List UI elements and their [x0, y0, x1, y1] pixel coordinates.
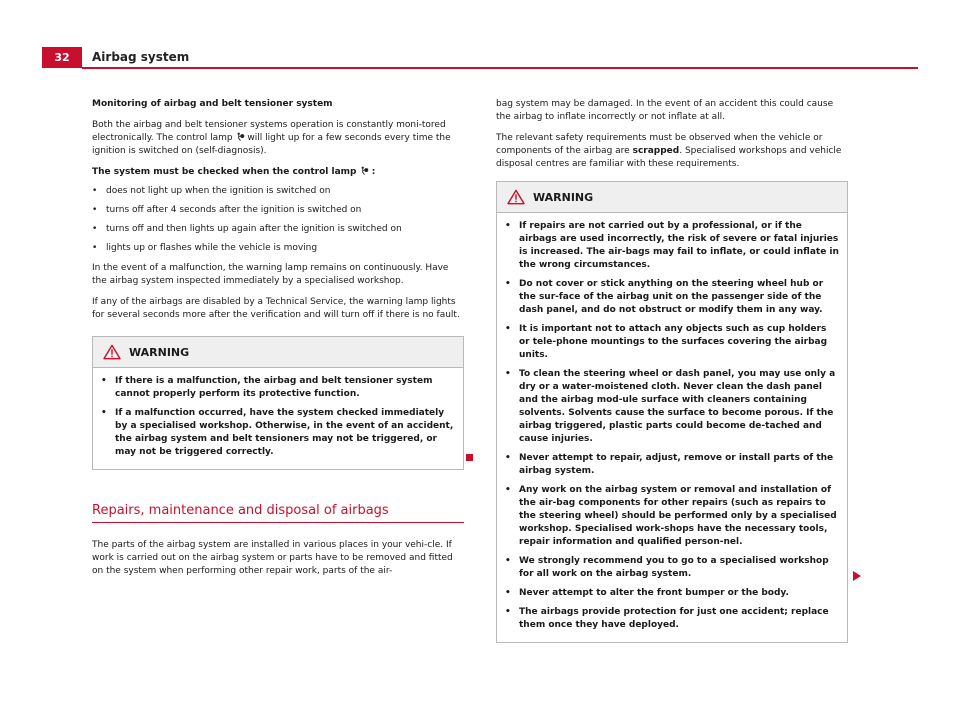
warning-title: WARNING — [533, 190, 594, 204]
list-item: • Any work on the airbag system or removal and installation of the air-bag components for other repairs (such as repairs to the steering wheel) should be performed only by a specialised workshop. Specialised work-shops have the necessary tools, repair information and qualified person-nel. — [505, 484, 839, 549]
section-title: Repairs, maintenance and disposal of airbags — [92, 504, 464, 523]
monitoring-text-b: will light up for a few seconds every time the ignition is switched on (self-diagnosis). — [92, 133, 451, 156]
list-item: • turns off and then lights up again after the ignition is switched on — [92, 223, 464, 236]
warning-body — [93, 368, 463, 469]
list-item: • If there is a malfunction, the airbag and belt tensioner system cannot properly perform its protective function. — [101, 375, 455, 401]
continue-arrow-icon — [853, 571, 861, 581]
list-item: • The airbags provide protection for just one accident; replace them once they have deployed. — [505, 606, 839, 632]
list-item: • Never attempt to alter the front bumper or the body. — [505, 587, 839, 600]
malfunction-paragraph: In the event of a malfunction, the warning lamp remains on continuously. Have the airbag system inspected immediately by a specialised workshop. — [92, 263, 449, 286]
list-item: • Never attempt to repair, adjust, remove or install parts of the airbag system. — [505, 452, 839, 478]
list-item: • If repairs are not carried out by a professional, or if the airbags are used incorrectly, the risk of severe or fatal injuries is increased. The air-bags may fail to inflate, or could inflate in the wrong circumstances. — [505, 220, 839, 272]
list-item: • does not light up when the ignition is switched on — [92, 185, 464, 198]
list-item: • lights up or flashes while the vehicle is moving — [92, 242, 464, 255]
monitoring-paragraph — [92, 119, 464, 158]
warning-triangle-icon — [507, 189, 525, 205]
list-item: • turns off after 4 seconds after the ignition is switched on — [92, 204, 464, 217]
page-header-title: Airbag system — [92, 50, 190, 64]
airbag-lamp-icon — [236, 132, 245, 141]
airbag-lamp-icon — [360, 166, 369, 175]
list-item: • We strongly recommend you to go to a specialised workshop for all work on the airbag system. — [505, 555, 839, 581]
check-list — [92, 185, 464, 255]
continued-paragraph: bag system may be damaged. In the event of an accident this could cause the airbag to inflate incorrectly or not inflate at all. — [496, 99, 834, 122]
scrap-paragraph — [496, 132, 848, 171]
list-item: • Do not cover or stick anything on the steering wheel hub or the sur-face of the airbag unit on the passenger side of the dash panel, and do not obstruct or modify them in any way. — [505, 278, 839, 317]
monitoring-heading: Monitoring of airbag and belt tensioner system — [92, 99, 333, 109]
warning-list — [505, 220, 839, 632]
scrap-text-b: . Specialised workshops and vehicle disposal centres are familiar with these requirements. — [496, 146, 842, 169]
list-item: • To clean the steering wheel or dash panel, you may use only a dry or a water-moistened cloth. Never clean the dash panel and the airbag mod-ule surface with cleaners containing solvents. Solvents cause the surface to become porous. If the airbag triggered, plastic parts could become de-tached and cause injuries. — [505, 368, 839, 446]
warning-title: WARNING — [129, 345, 190, 359]
warning-header — [93, 337, 463, 368]
page-number: 32 — [42, 47, 82, 68]
right-column — [496, 98, 848, 643]
list-item: • It is important not to attach any objects such as cup holders or tele-phone mountings to the surfaces covering the airbag units. — [505, 323, 839, 362]
left-column — [92, 98, 464, 586]
warning-body — [497, 213, 847, 642]
list-item: • If a malfunction occurred, have the system checked immediately by a specialised workshop. Otherwise, in the event of an accident, the airbag system and belt tensioners may not be triggered, or may not be triggered correctly. — [101, 407, 455, 459]
section-paragraph: The parts of the airbag system are installed in various places in your vehi-cle. If work is carried out on the airbag system or parts have to be removed and fitted on the system when performing other repair work, parts of the air- — [92, 540, 453, 576]
scrap-text-a: The relevant safety requirements must be observed when the vehicle or components of the airbag are — [496, 133, 823, 156]
check-line-end: : — [371, 167, 376, 177]
monitoring-text-a: Both the airbag and belt tensioner systems operation is constantly moni-tored electronically. The control lamp — [92, 120, 446, 143]
check-line-text: The system must be checked when the control lamp — [92, 167, 357, 177]
end-of-section-icon — [466, 454, 473, 461]
warning-list — [101, 375, 455, 459]
scrap-word: scrapped — [632, 146, 680, 156]
warning-box-right — [496, 181, 848, 643]
warning-header — [497, 182, 847, 213]
header-rule — [82, 67, 918, 69]
warning-triangle-icon — [103, 344, 121, 360]
check-line — [92, 166, 464, 179]
warning-box-left — [92, 336, 464, 470]
disabled-paragraph: If any of the airbags are disabled by a Technical Service, the warning lamp lights for several seconds more after the verification and will turn off if there is no fault. — [92, 297, 460, 320]
